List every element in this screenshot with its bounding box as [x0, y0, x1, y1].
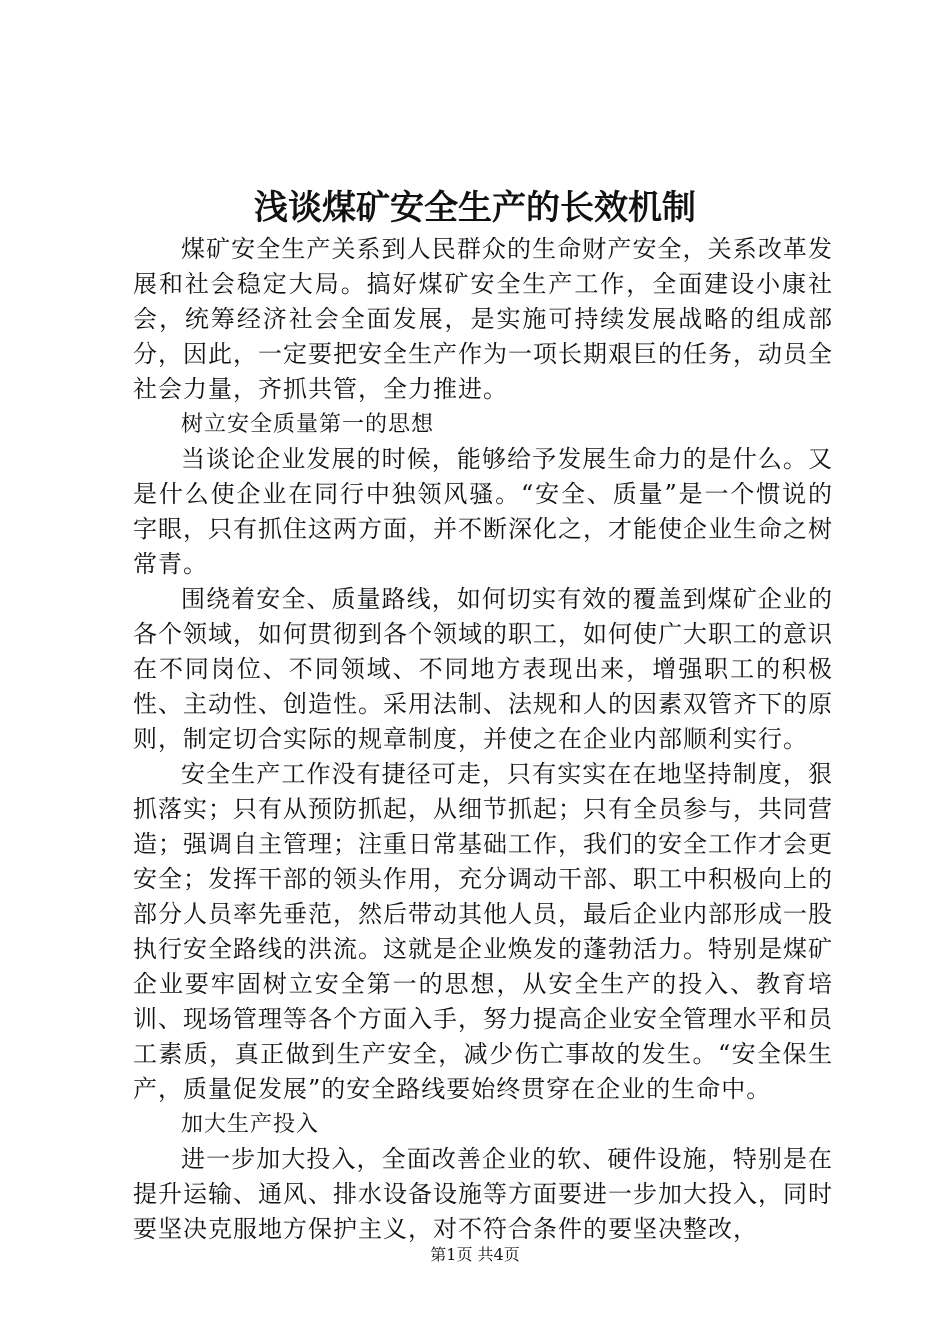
section-heading-safety-quality: 树立安全质量第一的思想 — [181, 412, 435, 437]
paragraph-development: 当谈论企业发展的时候，能够给予发展生命力的是什么。又是什么使企业在同行中独领风骚。“安全、质量”是一个惯说的字眼，只有抓住这两方面，并不断深化之，才能使企业生命之树常青。 — [133, 445, 833, 578]
section-heading-investment: 加大生产投入 — [181, 1112, 320, 1137]
paragraph-investment: 进一步加大投入，全面改善企业的软、硬件设施，特别是在提升运输、通风、排水设备设施等方面要进一步加大投入，同时要坚决克服地方保护主义，对不符合条件的要坚决整改， — [133, 1145, 833, 1243]
document-body — [133, 232, 833, 1247]
page-number-footer: 第1页 共4页 — [430, 1245, 520, 1264]
paragraph-coverage: 围绕着安全、质量路线，如何切实有效的覆盖到煤矿企业的各个领域，如何贯彻到各个领域的职工，如何使广大职工的意识在不同岗位、不同领域、不同地方表现出来，增强职工的积极性、主动性、创造性。采用法制、法规和人的因素双管齐下的原则，制定切合实际的规章制度，并使之在企业内部顺利实行。 — [133, 585, 833, 753]
paragraph-intro: 煤矿安全生产关系到人民群众的生命财产安全，关系改革发展和社会稳定大局。搞好煤矿安全生产工作，全面建设小康社会，统筹经济社会全面发展，是实施可持续发展战略的组成部分，因此，一定要把安全生产作为一项长期艰巨的任务，动员全社会力量，齐抓共管，全力推进。 — [133, 235, 833, 403]
document-title: 浅谈煤矿安全生产的长效机制 — [254, 188, 696, 228]
paragraph-no-shortcut: 安全生产工作没有捷径可走，只有实实在在地坚持制度，狠抓落实；只有从预防抓起，从细节抓起；只有全员参与，共同营造；强调自主管理；注重日常基础工作，我们的安全工作才会更安全；发挥干部的领头作用，充分调动干部、职工中积极向上的部分人员率先垂范，然后带动其他人员，最后企业内部形成一股执行安全路线的洪流。这就是企业焕发的蓬勃活力。特别是煤矿企业要牢固树立安全第一的思想，从安全生产的投入、教育培训、现场管理等各个方面入手，努力提高企业安全管理水平和员工素质，真正做到生产安全，减少伤亡事故的发生。“安全保生产，质量促发展”的安全路线要始终贯穿在企业的生命中。 — [133, 760, 833, 1103]
